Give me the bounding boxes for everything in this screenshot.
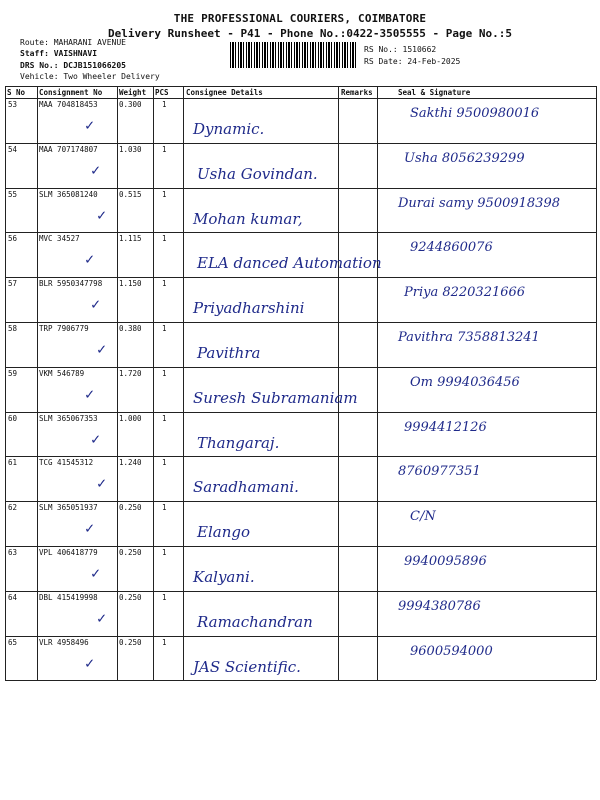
consignee-handwriting: Ramachandran bbox=[197, 612, 313, 631]
check-mark-icon: ✓ bbox=[85, 519, 95, 538]
signature-handwriting: Priya 8220321666 bbox=[404, 285, 526, 301]
consignee-handwriting: Thangaraj. bbox=[197, 433, 280, 452]
runsheet-heading: Delivery Runsheet - P41 - Phone No.:0422-3505555 - Page No.:5 bbox=[108, 27, 512, 40]
check-mark-icon: ✓ bbox=[91, 429, 101, 448]
column-header: Consignment No bbox=[39, 88, 103, 97]
consignee-handwriting: Priyadharshini bbox=[193, 299, 305, 318]
check-mark-icon: ✓ bbox=[97, 205, 107, 224]
table-row-line bbox=[5, 546, 596, 547]
column-header: Seal & Signature bbox=[398, 88, 471, 97]
table-row-line bbox=[5, 456, 596, 457]
route-label: Route: MAHARANI AVENUE bbox=[20, 38, 126, 47]
table-cell-pcs: 1 bbox=[162, 368, 167, 378]
table-cell-weight: 0.380 bbox=[119, 324, 142, 333]
rs-date: RS Date: 24-Feb-2025 bbox=[364, 57, 461, 66]
table-cell-weight: 0.250 bbox=[119, 592, 142, 602]
signature-handwriting: 9600594000 bbox=[410, 643, 493, 659]
vehicle-label: Vehicle: Two Wheeler Delivery bbox=[20, 72, 160, 81]
table-cell-sno: 54 bbox=[8, 144, 18, 154]
signature-handwriting: 9940095896 bbox=[404, 554, 487, 569]
table-cell-cons: MAA 707174807 bbox=[39, 144, 98, 154]
table-row-line bbox=[5, 591, 596, 592]
consignee-handwriting: Kalyani. bbox=[193, 568, 255, 586]
table-cell-pcs: 1 bbox=[162, 548, 167, 557]
column-header: Remarks bbox=[341, 88, 373, 97]
table-cell-sno: 55 bbox=[8, 189, 18, 199]
table-row-line bbox=[5, 412, 596, 413]
table-cell-weight: 1.720 bbox=[119, 368, 142, 378]
consignee-handwriting: ELA danced Automation bbox=[197, 254, 382, 273]
table-cell-weight: 0.515 bbox=[119, 189, 142, 199]
consignee-handwriting: Elango bbox=[197, 523, 250, 542]
check-mark-icon: ✓ bbox=[97, 340, 107, 358]
signature-handwriting: C/N bbox=[410, 509, 436, 525]
column-header: PCS bbox=[155, 88, 169, 97]
table-cell-cons: TCG 41545312 bbox=[39, 458, 94, 468]
rs-number: RS No.: 1510662 bbox=[364, 45, 437, 54]
table-cell-sno: 62 bbox=[8, 503, 18, 513]
table-cell-weight: 0.250 bbox=[119, 503, 142, 513]
signature-handwriting: 9994380786 bbox=[398, 598, 481, 614]
table-row-line bbox=[5, 143, 596, 144]
table-cell-weight: 1.030 bbox=[119, 144, 142, 154]
check-mark-icon: ✓ bbox=[91, 295, 101, 314]
table-cell-sno: 53 bbox=[8, 100, 18, 109]
signature-handwriting: Om 9994036456 bbox=[410, 374, 520, 390]
table-cell-sno: 60 bbox=[8, 413, 18, 423]
table-border bbox=[5, 86, 596, 87]
table-cell-pcs: 1 bbox=[162, 413, 167, 423]
signature-handwriting: Sakthi 9500980016 bbox=[410, 106, 540, 121]
table-row-line bbox=[5, 277, 596, 278]
table-cell-pcs: 1 bbox=[162, 144, 167, 154]
table-cell-weight: 1.115 bbox=[119, 234, 142, 244]
table-cell-cons: SLM 365051937 bbox=[39, 503, 98, 513]
table-cell-cons: MAA 704818453 bbox=[39, 100, 98, 109]
table-cell-pcs: 1 bbox=[162, 503, 167, 513]
table-cell-cons: VPL 406418779 bbox=[39, 548, 98, 557]
table-row-line bbox=[5, 636, 596, 637]
staff-label: Staff: VAISHNAVI bbox=[20, 49, 98, 58]
drs-number: DRS No.: DCJB151066205 bbox=[20, 61, 126, 70]
table-cell-weight: 1.150 bbox=[119, 279, 142, 289]
table-row-line bbox=[5, 188, 596, 189]
table-row-line bbox=[5, 680, 596, 681]
table-cell-pcs: 1 bbox=[162, 189, 167, 199]
check-mark-icon: ✓ bbox=[97, 608, 107, 627]
check-mark-icon: ✓ bbox=[85, 116, 95, 134]
consignee-handwriting: Dynamic. bbox=[193, 120, 265, 138]
table-cell-weight: 1.240 bbox=[119, 458, 142, 468]
consignee-handwriting: Pavithra bbox=[197, 344, 261, 362]
column-header: Weight bbox=[119, 88, 147, 97]
table-cell-sno: 56 bbox=[8, 234, 18, 244]
signature-handwriting: 9994412126 bbox=[404, 419, 487, 435]
check-mark-icon: ✓ bbox=[85, 653, 95, 672]
table-cell-cons: DBL 415419998 bbox=[39, 592, 98, 602]
check-mark-icon: ✓ bbox=[85, 250, 95, 269]
table-cell-cons: VKM 546789 bbox=[39, 368, 85, 378]
table-cell-pcs: 1 bbox=[162, 279, 167, 289]
table-row-line bbox=[5, 232, 596, 233]
table-cell-cons: MVC 34527 bbox=[39, 234, 80, 244]
table-cell-cons: SLM 365081240 bbox=[39, 189, 98, 199]
table-cell-pcs: 1 bbox=[162, 100, 167, 109]
table-cell-pcs: 1 bbox=[162, 234, 167, 244]
table-cell-weight: 0.300 bbox=[119, 100, 142, 109]
check-mark-icon: ✓ bbox=[91, 564, 101, 582]
table-cell-cons: BLR 5950347798 bbox=[39, 279, 103, 289]
signature-handwriting: Usha 8056239299 bbox=[404, 150, 525, 166]
company-title: THE PROFESSIONAL COURIERS, COIMBATORE bbox=[173, 12, 427, 25]
table-cell-cons: VLR 4958496 bbox=[39, 637, 89, 647]
table-cell-sno: 58 bbox=[8, 324, 18, 333]
consignee-handwriting: Suresh Subramaniam bbox=[193, 388, 358, 407]
signature-handwriting: 9244860076 bbox=[410, 240, 493, 256]
table-row-line bbox=[5, 322, 596, 323]
consignee-handwriting: JAS Scientific. bbox=[193, 657, 301, 676]
table-cell-sno: 63 bbox=[8, 548, 18, 557]
table-cell-sno: 65 bbox=[8, 637, 18, 647]
check-mark-icon: ✓ bbox=[85, 384, 95, 403]
table-cell-sno: 57 bbox=[8, 279, 18, 289]
table-cell-pcs: 1 bbox=[162, 458, 167, 468]
table-cell-sno: 64 bbox=[8, 592, 18, 602]
table-cell-weight: 1.000 bbox=[119, 413, 142, 423]
table-cell-sno: 59 bbox=[8, 368, 18, 378]
table-cell-cons: SLM 365067353 bbox=[39, 413, 98, 423]
table-row-line bbox=[5, 367, 596, 368]
table-cell-weight: 0.250 bbox=[119, 548, 142, 557]
table-cell-sno: 61 bbox=[8, 458, 18, 468]
column-header: Consignee Details bbox=[186, 88, 263, 97]
table-row-line bbox=[5, 501, 596, 502]
consignee-handwriting: Usha Govindan. bbox=[197, 164, 318, 183]
check-mark-icon: ✓ bbox=[97, 474, 107, 493]
table-cell-pcs: 1 bbox=[162, 637, 167, 647]
table-cell-weight: 0.250 bbox=[119, 637, 142, 647]
consignee-handwriting: Mohan kumar, bbox=[193, 209, 303, 228]
signature-handwriting: Durai samy 9500918398 bbox=[398, 195, 560, 211]
barcode-image bbox=[230, 42, 356, 68]
check-mark-icon: ✓ bbox=[91, 160, 101, 179]
table-header-line bbox=[5, 98, 596, 99]
column-header: S No bbox=[7, 88, 26, 97]
signature-handwriting: 8760977351 bbox=[398, 464, 481, 480]
table-cell-pcs: 1 bbox=[162, 592, 167, 602]
consignee-handwriting: Saradhamani. bbox=[193, 478, 299, 497]
table-column-line bbox=[596, 86, 597, 680]
signature-handwriting: Pavithra 7358813241 bbox=[398, 330, 540, 345]
table-cell-cons: TRP 7906779 bbox=[39, 324, 89, 333]
table-cell-pcs: 1 bbox=[162, 324, 167, 333]
